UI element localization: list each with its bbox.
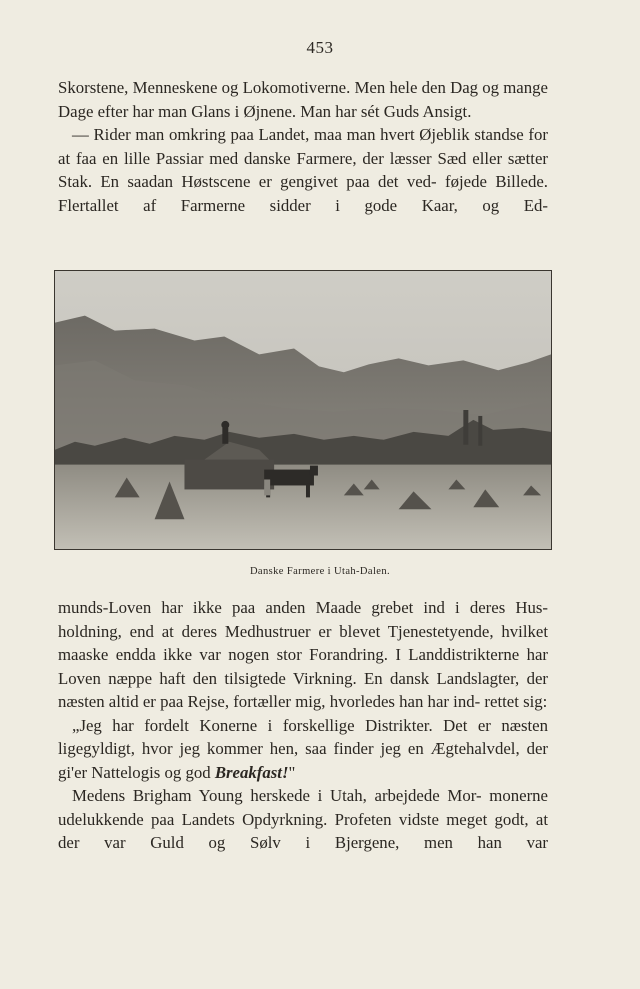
harvest-photograph xyxy=(54,270,552,550)
paragraph-2: — Rider man omkring paa Landet, maa man hvert Øjeblik standse for at faa en lille Passiar med danske Farmere, der læsser Sæd eller sætter Stak. En saadan Høstscene er gengivet paa det ved- føjede Billede. Flertallet af Farmerne sidder i gode Kaar, og Ed- xyxy=(58,125,548,215)
paragraph-3: munds-Loven har ikke paa anden Maade grebet ind i deres Hus- holdning, end at deres Medhustruer er blevet Tjenestetyende, hvilket maaske endda ikke var nogen stor Forandring. I Landdistrikterne har Loven næppe haft den tilsigtede Virkning. En dansk Landslagter, der næsten altid er paa Rejse, fortæller mig, hvorledes han har ind- rettet sig: xyxy=(58,598,548,711)
paragraph-5: Medens Brigham Young herskede i Utah, arbejdede Mor- monerne udelukkende paa Landets Opdyrkning. Profeten vidste meget godt, at der var Guld og Sølv i Bjergene, men han var xyxy=(58,786,548,852)
paragraph-4-quote: „Jeg har fordelt Konerne i forskellige Distrikter. Det er næsten ligegyldigt, hvor jeg kommer hen, saa finder jeg en Ægtehalvdel, der gi'er Nattelogis og god Breakfast!" xyxy=(58,715,548,782)
page-number: 453 xyxy=(306,38,334,57)
text-block-bottom xyxy=(58,596,548,855)
photo-landscape xyxy=(55,271,551,549)
text-block-top xyxy=(58,76,548,217)
poplar-tree xyxy=(463,410,468,445)
farmer-figure xyxy=(264,480,270,496)
emphasis-breakfast: Breakfast! xyxy=(214,762,289,782)
poplar-tree xyxy=(478,416,482,446)
figure-caption: Danske Farmere i Utah-Dalen. xyxy=(249,566,391,577)
paragraph-1: Skorstene, Menneskene og Lokomotiverne. Men hele den Dag og mange Dage efter har man Glans i Øjnene. Man har sét Guds Ansigt. xyxy=(58,78,548,121)
